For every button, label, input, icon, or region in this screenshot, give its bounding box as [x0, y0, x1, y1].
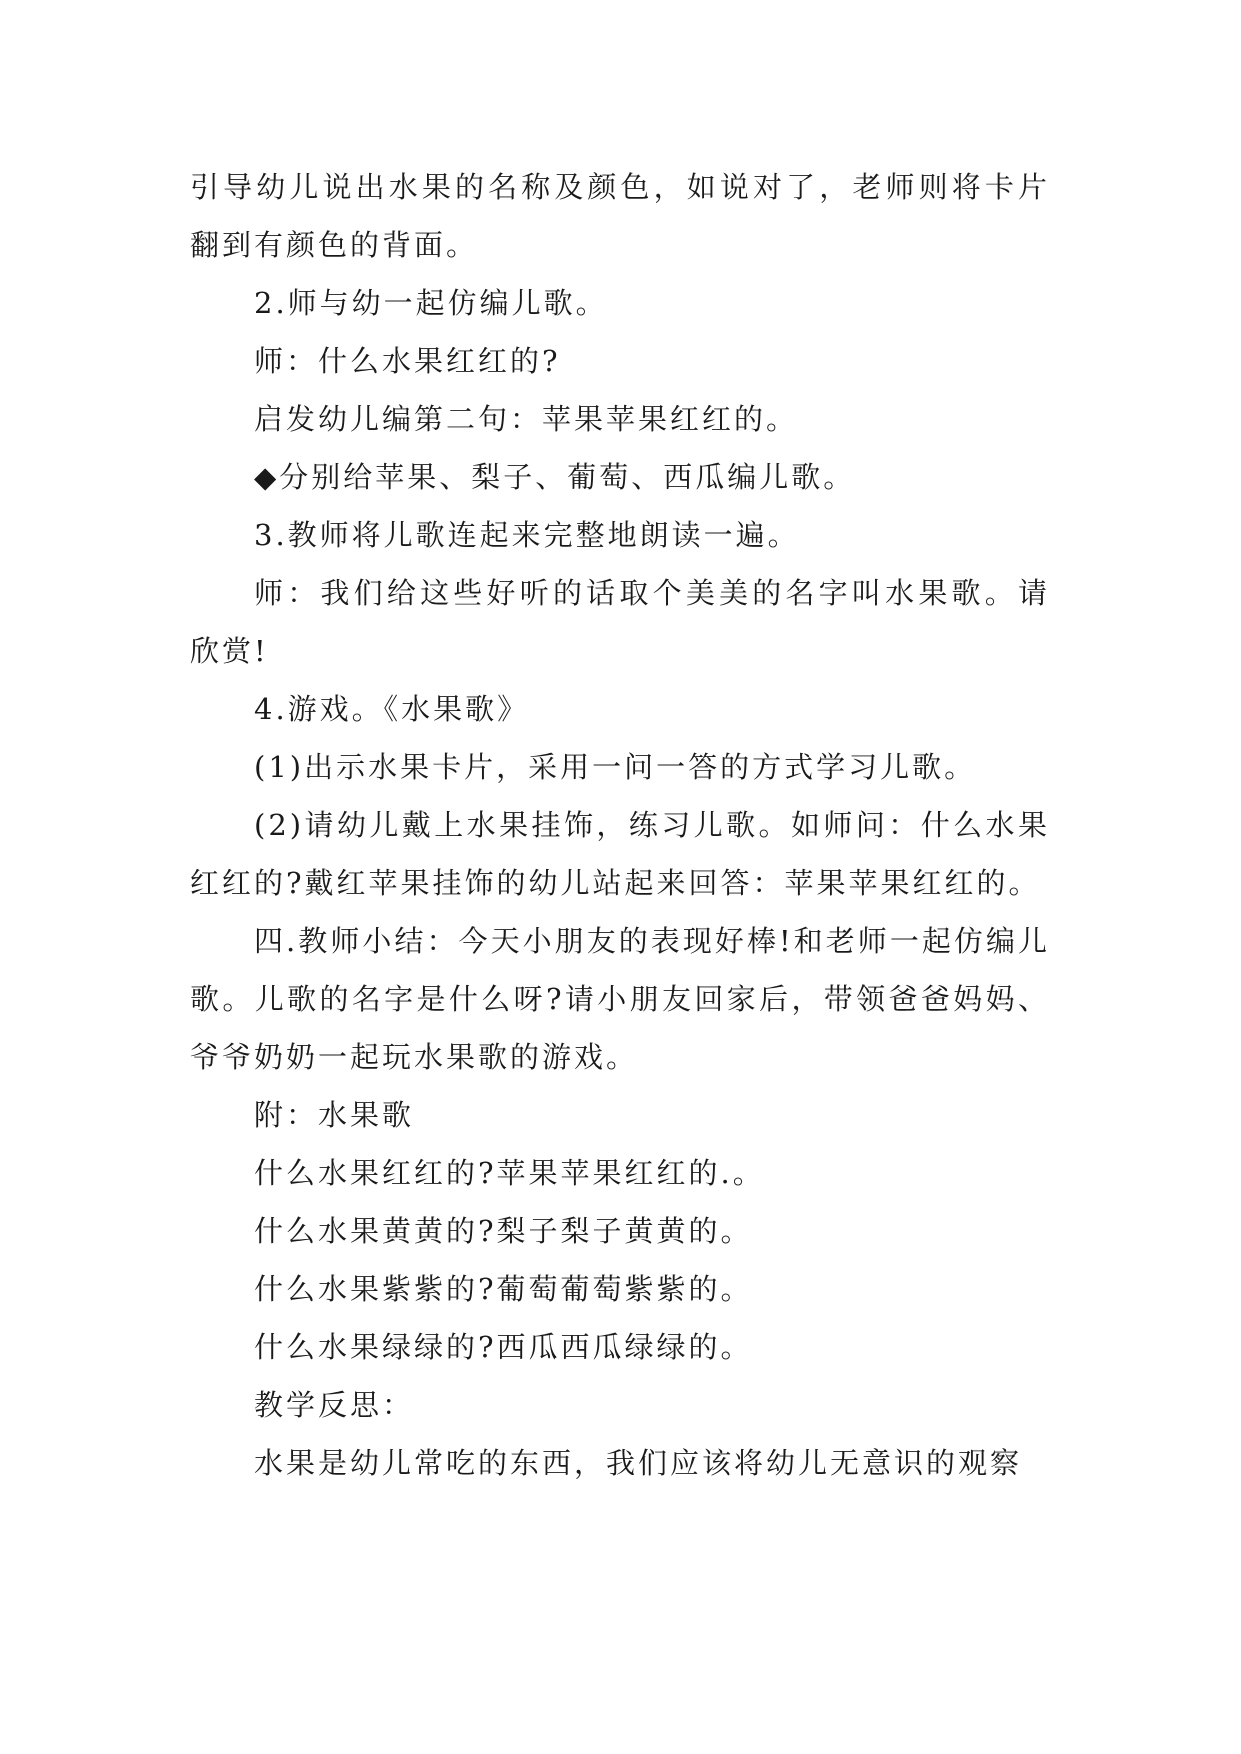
paragraph-fruit-name-color: 引导幼儿说出水果的名称及颜色，如说对了，老师则将卡片翻到有颜色的背面。 [190, 170, 1050, 262]
paragraph-step-2: 2.师与幼一起仿编儿歌。 [254, 286, 608, 320]
song-line-green: 什么水果绿绿的?西瓜西瓜绿绿的。 [254, 1330, 753, 1364]
paragraph-appendix-title: 附：水果歌 [254, 1098, 415, 1132]
paragraph-step-4-game: 4.游戏。《水果歌》 [254, 692, 530, 726]
document-body [190, 158, 1050, 1492]
paragraph-appreciate: 师：我们给这些好听的话取个美美的名字叫水果歌。请欣赏! [190, 576, 1050, 668]
paragraph-reflection-text: 水果是幼儿常吃的东西，我们应该将幼儿无意识的观察 [254, 1446, 1023, 1480]
song-line-yellow: 什么水果黄黄的?梨子梨子黄黄的。 [254, 1214, 753, 1248]
paragraph-reflection-heading: 教学反思： [254, 1388, 415, 1422]
paragraph-summary: 四.教师小结：今天小朋友的表现好棒!和老师一起仿编儿歌。儿歌的名字是什么呀?请小朋友回家后，带领爸爸妈妈、爷爷奶奶一起玩水果歌的游戏。 [190, 924, 1050, 1074]
paragraph-diamond-bullet: ◆分别给苹果、梨子、葡萄、西瓜编儿歌。 [254, 460, 856, 494]
paragraph-step-3: 3.教师将儿歌连起来完整地朗读一遍。 [254, 518, 800, 552]
song-line-purple: 什么水果紫紫的?葡萄葡萄紫紫的。 [254, 1272, 753, 1306]
paragraph-substep-1: (1)出示水果卡片，采用一问一答的方式学习儿歌。 [254, 750, 977, 784]
paragraph-second-line: 启发幼儿编第二句：苹果苹果红红的。 [254, 402, 799, 436]
paragraph-teacher-question: 师：什么水果红红的? [254, 344, 561, 378]
paragraph-substep-2: (2)请幼儿戴上水果挂饰，练习儿歌。如师问：什么水果红红的?戴红苹果挂饰的幼儿站起来回答：苹果苹果红红的。 [190, 808, 1050, 900]
song-line-red: 什么水果红红的?苹果苹果红红的.。 [254, 1156, 765, 1190]
